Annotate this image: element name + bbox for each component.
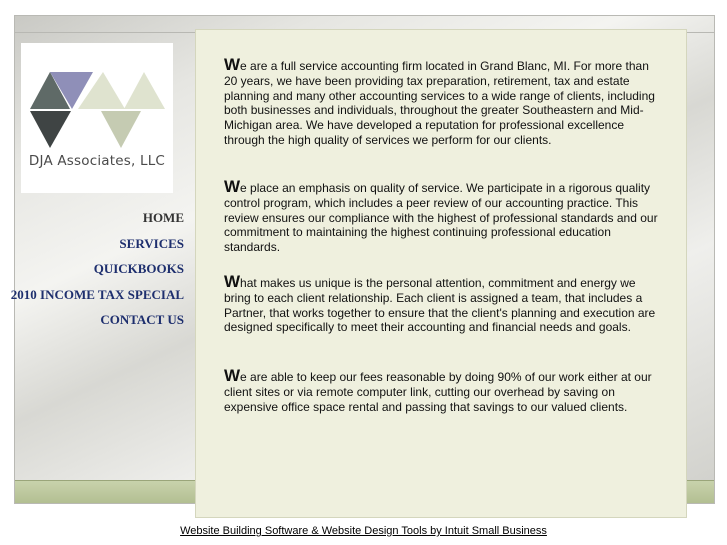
nav-quickbooks[interactable]: QUICKBOOKS	[93, 261, 184, 276]
nav-home[interactable]: HOME	[142, 210, 184, 225]
drop-cap: W	[224, 366, 241, 385]
paragraph-text: hat makes us unique is the personal attention, commitment and energy we bring to each client relationship. Each client is assigned a team, that includes a Partner, that works together to ensure that the client's planning and execution are designed specifically to meet their accounting and financial needs and goals.	[224, 276, 656, 335]
unique-paragraph	[224, 272, 664, 335]
footer	[0, 521, 727, 539]
paragraph-text: e are able to keep our fees reasonable by doing 90% of our work either at our client sites or via remote computer link, cutting our overhead by saving on expensive office space rental and passing that savings to our valued clients.	[224, 370, 652, 414]
logo-triangle	[124, 72, 165, 109]
nav-contact-us[interactable]: CONTACT US	[100, 312, 184, 327]
drop-cap: W	[224, 177, 241, 196]
logo-triangle	[30, 111, 71, 148]
nav-services[interactable]: SERVICES	[119, 235, 184, 251]
company-name: DJA Associates, LLC	[28, 153, 166, 169]
footer-link[interactable]: Website Building Software & Website Design Tools by Intuit Small Business	[180, 525, 547, 537]
main-nav	[0, 208, 186, 336]
drop-cap: W	[224, 272, 241, 291]
triangles-logo-icon	[21, 43, 173, 153]
company-logo[interactable]	[21, 43, 173, 193]
drop-cap: W	[224, 55, 241, 74]
fees-paragraph	[224, 366, 664, 414]
paragraph-text: e are a full service accounting firm located in Grand Blanc, MI. For more than 20 years, we have been providing tax preparation, retirement, tax and estate planning and many other accounting services to a wide range of clients, including both businesses and individuals, throughout the greater Southeastern and Mid-Michigan area. We have developed a reputation for professional excellence through the high quality of services we perform for our clients.	[224, 59, 655, 147]
content-panel	[195, 29, 687, 518]
logo-triangle	[101, 111, 141, 148]
nav-tax-special[interactable]: 2010 INCOME TAX SPECIAL	[10, 286, 184, 302]
quality-paragraph	[224, 177, 664, 255]
paragraph-text: e place an emphasis on quality of service. We participate in a rigorous quality control program, which includes a peer review of our accounting practice. This review ensures our compliance with the highest of professional standards and our commitment to maintaining the highest continuing professional education standards.	[224, 181, 658, 255]
intro-paragraph	[224, 55, 664, 148]
